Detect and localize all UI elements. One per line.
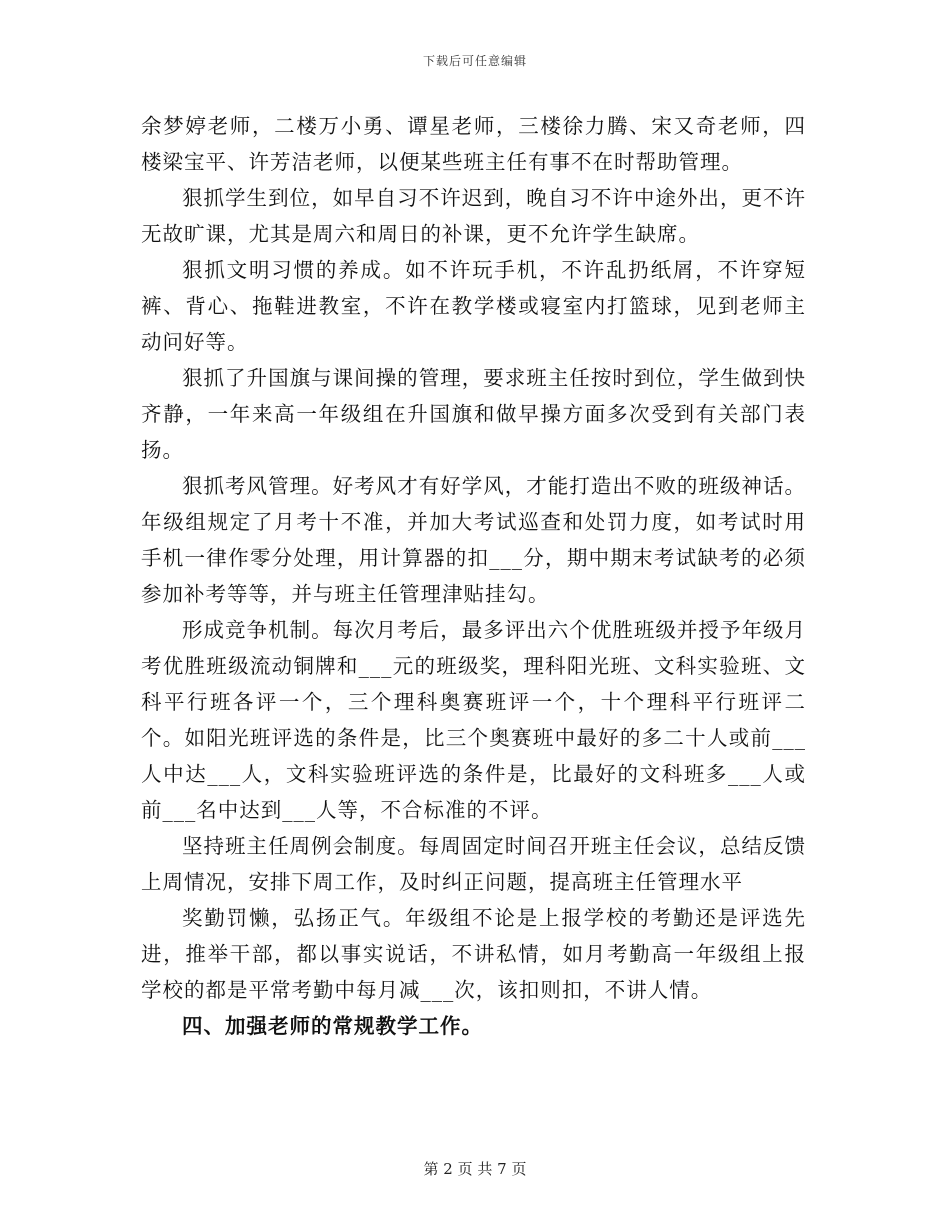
paragraph-competition: 形成竞争机制。每次月考后，最多评出六个优胜班级并授予年级月考优胜班级流动铜牌和___元的班级奖，理科阳光班、文科实验班、文科平行班各评一个，三个理科奥赛班评一个，十个理科平行班评二个。如阳光班评选的条件是，比三个奥赛班中最好的多二十人或前___人中达___人，文科实验班评选的条件是，比最好的文科班多___人或前___名中达到___人等，不合标准的不评。 [141,618,806,822]
section-heading: 四、加强老师的常规教学工作。 [182,1014,483,1038]
paragraph-weekly-meeting: 坚持班主任周例会制度。每周固定时间召开班主任会议，总结反馈上周情况，安排下周工作，及时纠正问题，提高班主任管理水平 [141,834,806,894]
paragraph-flag-exercise: 狠抓了升国旗与课间操的管理，要求班主任按时到位，学生做到快齐静，一年来高一年级组在升国旗和做早操方面多次受到有关部门表扬。 [141,366,806,462]
document-body [141,108,806,1044]
paragraph-civil-habits: 狠抓文明习惯的养成。如不许玩手机，不许乱扔纸屑，不许穿短裤、背心、拖鞋进教室，不许在教学楼或寝室内打篮球，见到老师主动问好等。 [141,258,806,354]
paragraph-student-attendance: 狠抓学生到位，如早自习不许迟到，晚自习不许中途外出，更不许无故旷课，尤其是周六和周日的补课，更不允许学生缺席。 [141,186,806,246]
paragraph-continued: 余梦婷老师，二楼万小勇、谭星老师，三楼徐力腾、宋又奇老师，四楼梁宝平、许芳洁老师，以便某些班主任有事不在时帮助管理。 [141,114,806,174]
paragraph-reward-diligence: 奖勤罚懒，弘扬正气。年级组不论是上报学校的考勤还是评选先进，推举干部，都以事实说话，不讲私情，如月考勤高一年级组上报学校的都是平常考勤中每月减___次，该扣则扣，不讲人情。 [141,906,806,1002]
paragraph-exam-discipline: 狠抓考风管理。好考风才有好学风，才能打造出不败的班级神话。年级组规定了月考十不准，并加大考试巡查和处罚力度，如考试时用手机一律作零分处理，用计算器的扣___分，期中期末考试缺考的必须参加补考等等，并与班主任管理津贴挂勾。 [141,474,806,606]
page-header: 下载后可任意编辑 [422,54,527,68]
page-footer: 第 2 页 共 7 页 [423,1160,527,1178]
